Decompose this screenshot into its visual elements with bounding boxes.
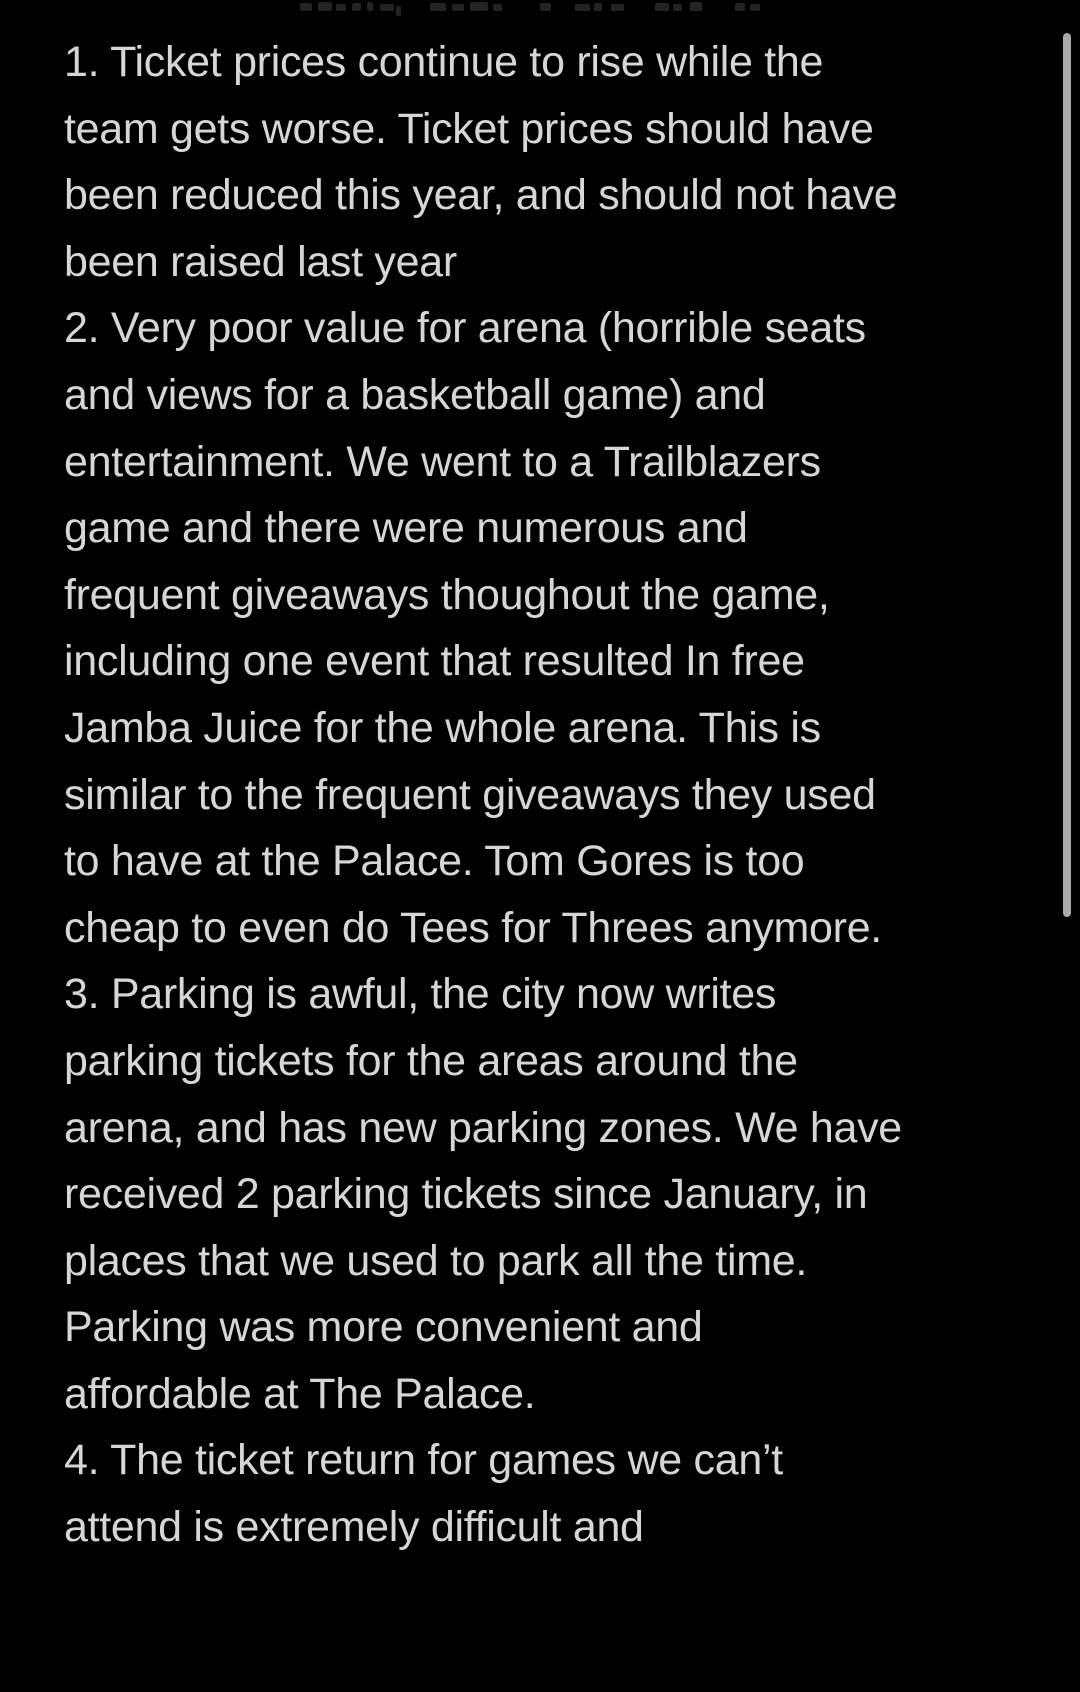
text-line: arena, and has new parking zones. We have <box>64 1103 902 1152</box>
post-body-text <box>64 29 1016 1561</box>
text-line: been reduced this year, and should not have <box>64 171 898 220</box>
text-line: 1. Ticket prices continue to rise while the <box>64 38 824 86</box>
clipped-text-fragments <box>0 0 1080 16</box>
text-line: places that we used to park all the time. <box>64 1236 807 1285</box>
text-line: attend is extremely difficult and <box>64 1503 644 1552</box>
scrollbar-thumb[interactable] <box>1063 33 1071 917</box>
text-line: been raised last year <box>64 237 457 286</box>
text-line: 2. Very poor value for arena (horrible seats <box>64 304 866 353</box>
text-line: entertainment. We went to a Trailblazers <box>64 437 821 486</box>
text-line: and views for a basketball game) and <box>64 370 766 419</box>
text-line: 3. Parking is awful, the city now writes <box>64 970 777 1019</box>
text-line: to have at the Palace. Tom Gores is too <box>64 837 805 886</box>
clipped-glyph-remnants-illustration <box>0 0 1080 16</box>
text-line: game and there were numerous and <box>64 504 748 553</box>
text-line: frequent giveaways thoughout the game, <box>64 570 830 619</box>
text-line: parking tickets for the areas around the <box>64 1036 798 1085</box>
text-line: team gets worse. Ticket prices should have <box>64 104 874 153</box>
text-line: cheap to even do Tees for Threes anymore. <box>64 903 882 952</box>
text-line: Parking was more convenient and <box>64 1303 703 1352</box>
text-line: Jamba Juice for the whole arena. This is <box>64 703 821 752</box>
text-line: affordable at The Palace. <box>64 1369 536 1418</box>
text-line: received 2 parking tickets since January, in <box>64 1170 868 1219</box>
text-line: 4. The ticket return for games we can’t <box>64 1436 783 1485</box>
text-line: including one event that resulted In free <box>64 637 805 686</box>
text-line: similar to the frequent giveaways they used <box>64 770 876 819</box>
